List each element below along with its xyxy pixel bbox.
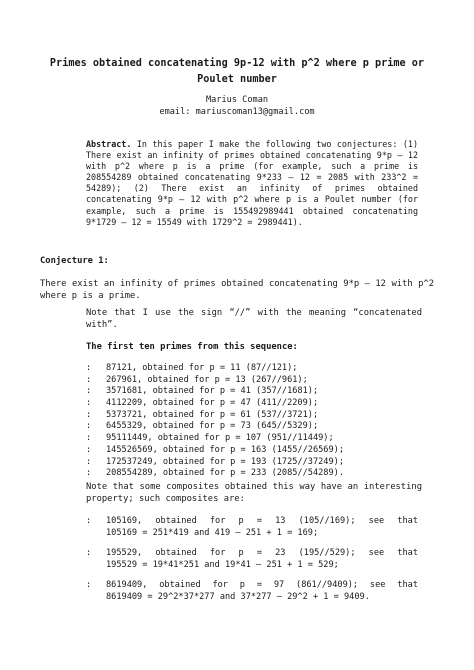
list-bullet: : [86, 580, 92, 590]
conjecture-1-text: There exist an infinity of primes obtained concatenating 9*p – 12 with p^2 where p is a prime. [40, 279, 434, 301]
composite-line-1: 8619409, obtained for p = 97 (861//9409); see that [106, 580, 418, 590]
list-item-text: 267961, obtained for p = 13 (267//961); [106, 374, 308, 385]
abstract-label: Abstract. [86, 139, 132, 149]
list-item-text: 3571681, obtained for p = 41 (357//1681); [106, 386, 319, 397]
list-bullet: : [86, 421, 92, 432]
composite-line-1: 195529, obtained for p = 23 (195//529); see that [106, 548, 418, 558]
list-item-text: 145526569, obtained for p = 163 (1455//26569); [106, 444, 344, 455]
list-bullet: : [86, 398, 92, 409]
list-bullet: : [86, 374, 92, 385]
composite-line-2: 105169 = 251*419 and 419 – 251 + 1 = 169; [106, 527, 319, 538]
first-ten-primes-heading: The first ten primes from this sequence: [86, 342, 298, 352]
list-item [86, 433, 426, 445]
list-item-text: 4112209, obtained for p = 47 (411//2209); [106, 398, 319, 409]
list-item [86, 386, 426, 398]
note-sign-paragraph: Note that I use the sign “//” with the meaning “concatenated with”. [86, 308, 422, 330]
list-item [86, 375, 426, 387]
list-item-text: 208554289, obtained for p = 233 (2085//54289). [106, 468, 344, 479]
primes-list [86, 363, 426, 480]
list-bullet: : [86, 548, 92, 558]
list-item-text: 87121, obtained for p = 11 (87//121); [106, 363, 298, 373]
list-item-text: 6455329, obtained for p = 73 (645//5329); [106, 421, 319, 432]
list-bullet: : [86, 468, 92, 479]
list-bullet: : [86, 363, 92, 373]
list-item [86, 410, 426, 422]
author-email: email: mariuscoman13@gmail.com [159, 107, 315, 117]
list-item-text: 5373721, obtained for p = 61 (537//3721); [106, 409, 319, 420]
list-item [86, 398, 426, 410]
composite-line-2: 8619409 = 29^2*37*277 and 37*277 – 29^2 + 1 = 9409. [106, 591, 370, 602]
abstract [86, 139, 418, 228]
list-bullet: : [86, 516, 92, 526]
list-item [86, 421, 426, 433]
composite-line-2: 195529 = 19*41*251 and 19*41 – 251 + 1 = 529; [106, 559, 339, 570]
list-item [86, 457, 426, 469]
list-item [86, 445, 426, 457]
composites-note: Note that some composites obtained this way have an interesting property; such composites are: [86, 482, 422, 504]
abstract-text: In this paper I make the following two conjectures: (1) There exist an infinity of primes obtained concatenating 9*p – 12 with p^2 where p is a prime (for example, such a prime is 208554289 obtained concatenating 9*233 – 12 = 2085 with 233^2 = 54289); (2) There exist an infinity of primes obtained concatenating 9*p – 12 with p^2 where p is a Poulet number (for example, such a prime is 155492989441 obtained concatenating 9*1729 – 12 = 15549 with 1729^2 = 2989441). [86, 139, 418, 227]
list-bullet: : [86, 456, 92, 467]
list-bullet: : [86, 386, 92, 397]
list-item-text: 172537249, obtained for p = 193 (1725//37249); [106, 456, 344, 467]
list-item [86, 363, 426, 375]
paper-title: Primes obtained concatenating 9p-12 with p^2 where p prime or Poulet number [49, 58, 425, 85]
list-bullet: : [86, 433, 92, 444]
author-name: Marius Coman [205, 95, 269, 105]
composite-line-1: 105169, obtained for p = 13 (105//169); see that [106, 516, 418, 526]
list-bullet: : [86, 444, 92, 455]
conjecture-1-heading: Conjecture 1: [40, 256, 109, 266]
list-bullet: : [86, 409, 92, 420]
list-item-text: 95111449, obtained for p = 107 (951//11449); [106, 433, 334, 444]
list-item [86, 468, 426, 480]
